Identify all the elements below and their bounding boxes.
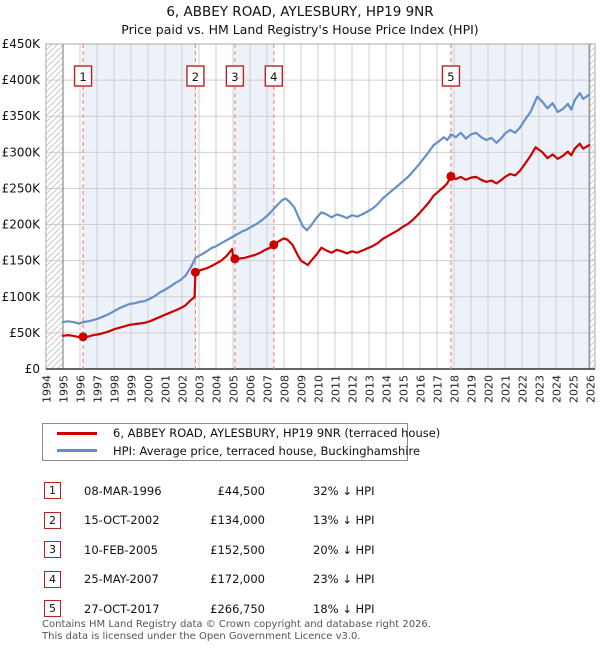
- svg-text:£200K: £200K: [1, 217, 40, 232]
- sale-hpi-delta: 23% ↓ HPI: [313, 572, 375, 587]
- svg-text:2004: 2004: [210, 375, 224, 403]
- legend-row-hpi: [43, 443, 421, 459]
- no-data-hatch-left: [46, 44, 63, 369]
- sale-date: 10-FEB-2005: [84, 542, 158, 557]
- svg-text:2002: 2002: [176, 375, 190, 403]
- sale-row: [42, 565, 422, 595]
- sale-date: 15-OCT-2002: [84, 513, 160, 528]
- svg-text:2012: 2012: [346, 375, 360, 403]
- svg-text:1997: 1997: [91, 375, 105, 403]
- footer-line-1: Contains HM Land Registry data © Crown copyright and database right 2026.: [42, 619, 431, 630]
- svg-text:2010: 2010: [312, 375, 326, 403]
- sale-number-badge: 5: [44, 600, 61, 617]
- svg-text:2013: 2013: [363, 375, 377, 403]
- svg-text:2: 2: [191, 70, 200, 84]
- legend-line-swatch: [57, 432, 97, 435]
- svg-text:2005: 2005: [227, 375, 241, 403]
- no-data-hatch-right: [589, 44, 595, 369]
- svg-text:2024: 2024: [550, 375, 564, 403]
- y-axis-labels: [2, 37, 42, 376]
- svg-text:2009: 2009: [295, 375, 309, 403]
- svg-text:2025: 2025: [567, 375, 581, 403]
- sale-price: £152,500: [210, 542, 265, 557]
- legend-row-property: [43, 426, 441, 441]
- legend-label: 6, ABBEY ROAD, AYLESBURY, HP19 9NR (terraced house): [113, 426, 441, 441]
- svg-text:2021: 2021: [499, 375, 513, 403]
- svg-text:2011: 2011: [329, 375, 343, 403]
- sale-price: £44,500: [217, 483, 265, 498]
- sale-row: [42, 506, 422, 536]
- footer-line-2: This data is licensed under the Open Government Licence v3.0.: [42, 630, 361, 642]
- svg-text:2019: 2019: [465, 375, 479, 403]
- legend-line-swatch: [57, 449, 97, 452]
- sale-row: [42, 476, 422, 506]
- svg-text:2023: 2023: [533, 375, 547, 403]
- sale-date: 27-OCT-2017: [84, 601, 160, 616]
- svg-text:2016: 2016: [414, 375, 428, 403]
- svg-text:2007: 2007: [261, 375, 275, 403]
- sale-price: £172,000: [210, 572, 265, 587]
- sale-date: 25-MAY-2007: [84, 572, 159, 587]
- svg-text:2008: 2008: [278, 375, 292, 403]
- sale-hpi-delta: 18% ↓ HPI: [313, 601, 375, 616]
- sales-table: [42, 476, 422, 624]
- page-subtitle: Price paid vs. HM Land Registry's House Price Index (HPI): [121, 22, 479, 37]
- sale-hpi-delta: 13% ↓ HPI: [313, 513, 375, 528]
- x-axis-labels: [41, 375, 598, 403]
- sale-hpi-delta: 20% ↓ HPI: [313, 542, 375, 557]
- svg-text:£50K: £50K: [9, 325, 40, 340]
- svg-text:£400K: £400K: [1, 73, 40, 88]
- svg-text:1: 1: [79, 70, 87, 84]
- svg-text:£150K: £150K: [1, 253, 40, 268]
- sale-price: £266,750: [210, 601, 265, 616]
- svg-text:£250K: £250K: [1, 181, 40, 196]
- footer: [42, 619, 582, 642]
- sale-number-badge: 3: [44, 541, 61, 558]
- svg-text:1995: 1995: [57, 375, 71, 403]
- svg-text:£350K: £350K: [1, 109, 40, 124]
- page-title: 6, ABBEY ROAD, AYLESBURY, HP19 9NR: [166, 4, 434, 20]
- svg-text:2018: 2018: [448, 375, 462, 403]
- chart-legend: [42, 423, 441, 461]
- svg-text:2014: 2014: [380, 375, 394, 403]
- svg-text:2000: 2000: [142, 375, 156, 403]
- svg-text:1996: 1996: [74, 375, 88, 403]
- sale-number-badge: 1: [44, 482, 61, 499]
- sale-number-badge: 4: [44, 571, 61, 588]
- legend-label: HPI: Average price, terraced house, Buckinghamshire: [113, 443, 421, 458]
- svg-text:2022: 2022: [516, 375, 530, 403]
- sale-price: £134,000: [210, 513, 265, 528]
- sale-number-badge: 2: [44, 512, 61, 529]
- svg-text:2015: 2015: [397, 375, 411, 403]
- svg-text:2017: 2017: [431, 375, 445, 403]
- svg-text:2001: 2001: [159, 375, 173, 403]
- sale-hpi-delta: 32% ↓ HPI: [313, 483, 375, 498]
- svg-text:2006: 2006: [244, 375, 258, 403]
- svg-text:£450K: £450K: [1, 37, 40, 51]
- svg-text:2020: 2020: [482, 375, 496, 403]
- svg-text:2026: 2026: [584, 375, 598, 403]
- svg-text:£300K: £300K: [1, 145, 40, 160]
- svg-text:£100K: £100K: [1, 289, 40, 304]
- svg-text:£0: £0: [24, 362, 40, 376]
- svg-text:3: 3: [231, 70, 239, 84]
- svg-text:1998: 1998: [108, 375, 122, 403]
- svg-text:5: 5: [447, 70, 455, 84]
- svg-text:1994: 1994: [40, 375, 54, 403]
- sale-date: 08-MAR-1996: [84, 483, 162, 498]
- svg-text:1999: 1999: [125, 375, 139, 403]
- svg-text:4: 4: [270, 70, 278, 84]
- svg-text:2003: 2003: [193, 375, 207, 403]
- sale-row: [42, 535, 422, 565]
